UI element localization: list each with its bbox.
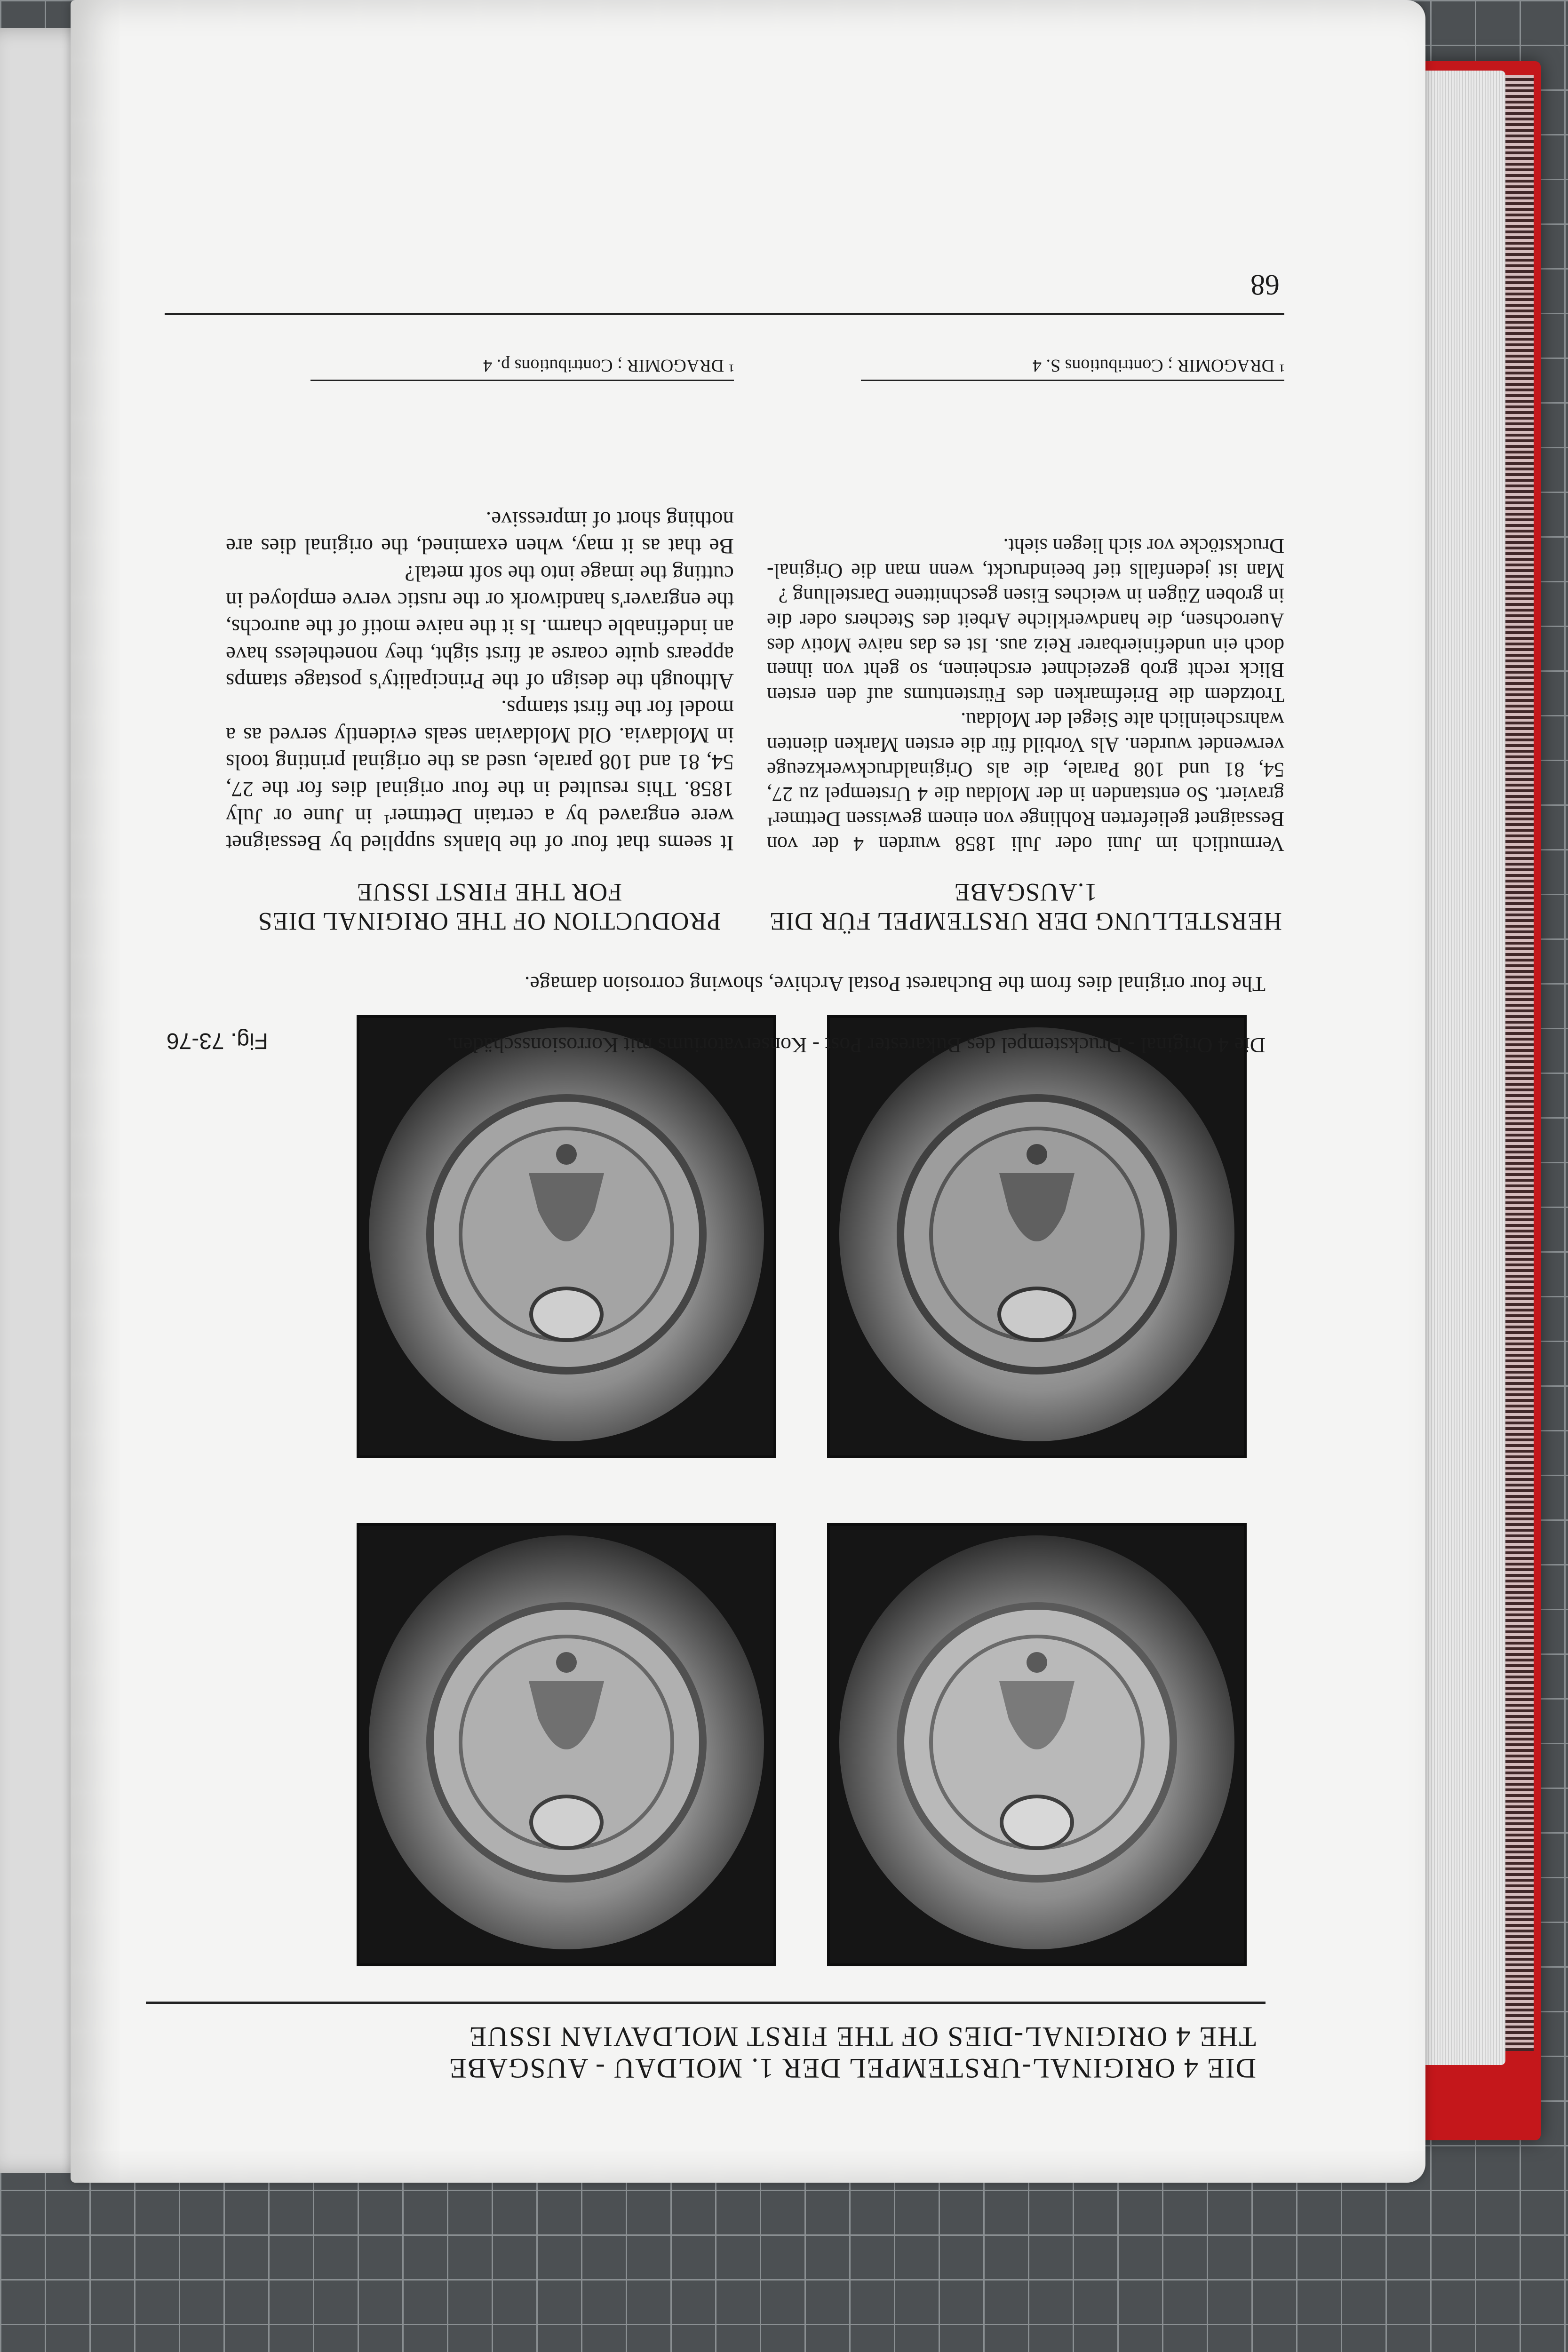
figure-dies-grid (306, 1011, 1247, 1966)
paragraph-en-2: Although the design of the Principality's postage stamps appears quite coarse at first sight, they nonetheless have an indefinable charm. Is it the naive motif of the aurochs, the engraver's handiwork or the rustic verve employed in cutting the image into the soft metal? (226, 561, 734, 694)
footnote-de: ¹ DRAGOMIR ; Contributions S. 4 (861, 355, 1284, 381)
paragraph-en-1: It seems that four of the blanks supplied by Bessaignet were engraved by a certain Dettmer¹ in June or July 1858. This resulted in the four original dies for the 27, 54, 81 and 108 parale, used as the original printing tools in Moldavia. Old Moldavian seals evidently served as a model for the first stamps. (226, 696, 734, 855)
footnote-en: ¹ DRAGOMIR ; Contributions p. 4 (310, 355, 734, 381)
paragraph-de-2: Trotzdem die Briefmarken des Fürstentums auf den ersten Blick recht grob gezeichnet erscheinen, so geht von ihnen doch ein undefinierbarer Reiz aus. Ist es das naive Motiv des Auerochsen, die handwerkliche Arbeit des Stechers oder die in groben Zügen in weiches Eisen geschnittene Darstellung ? (767, 584, 1284, 707)
figure-caption-de: Die 4 Original - Druckstempel des Bukarester Post - Konservatoriums mit Korrosionsschäden. (447, 1033, 1266, 1057)
paragraph-en-3: Be that as it may, when examined, the original dies are nothing short of impressive. (226, 507, 734, 559)
die-image-4 (359, 1018, 773, 1455)
die-photo-1 (827, 1523, 1247, 1966)
running-title-line-2: THE 4 ORIGINAL-DIES OF THE FIRST MOLDAVIAN ISSUE (468, 2021, 1256, 2052)
heading-en: PRODUCTION OF THE ORIGINAL DIES FOR THE FIRST ISSUE (257, 878, 721, 936)
page-number: 68 (1250, 269, 1280, 301)
running-title (146, 2021, 1256, 2084)
figure-number: Fig. 73-76 (166, 1028, 268, 1053)
book-page (71, 0, 1425, 2183)
title-rule (146, 2002, 1266, 2004)
column-de (767, 533, 1284, 856)
die-image-2 (359, 1526, 773, 1963)
figure-caption-en: The four original dies from the Bucharest Postal Archive, showing corrosion damage. (524, 972, 1266, 996)
die-photo-3 (827, 1015, 1247, 1458)
die-photo-4 (357, 1015, 776, 1458)
running-title-line-1: DIE 4 ORIGINAL-URSTEMPEL DER 1. MOLDAU - AUSGABE (448, 2053, 1256, 2084)
paragraph-de-1: Vermutlich im Juni oder Juli 1858 wurden 4 der von Bessaignet gelieferten Rohlinge von einem gewissen Dettmer¹ graviert. So entstanden in der Moldau die 4 Urstempel zu 27, 54, 81 und 108 Parale, die als Originaldruckwerkzeuge verwendet wurden. Als Vorbild für die ersten Marken dienten wahrscheinlich alte Siegel der Moldau. (767, 708, 1284, 856)
heading-de: HERSTELLUNG DER URSTEMPEL FÜR DIE 1.AUSGABE (769, 878, 1282, 936)
die-image-1 (830, 1526, 1244, 1963)
column-en (226, 506, 734, 856)
die-photo-2 (357, 1523, 776, 1966)
paragraph-de-3: Man ist jedenfalls tief beeindruckt, wenn man die Original-Druckstöcke vor sich liegen sieht. (767, 534, 1284, 583)
bottom-rule (165, 313, 1284, 315)
die-image-3 (830, 1018, 1244, 1455)
page-content-upside-down (155, 141, 1360, 2093)
